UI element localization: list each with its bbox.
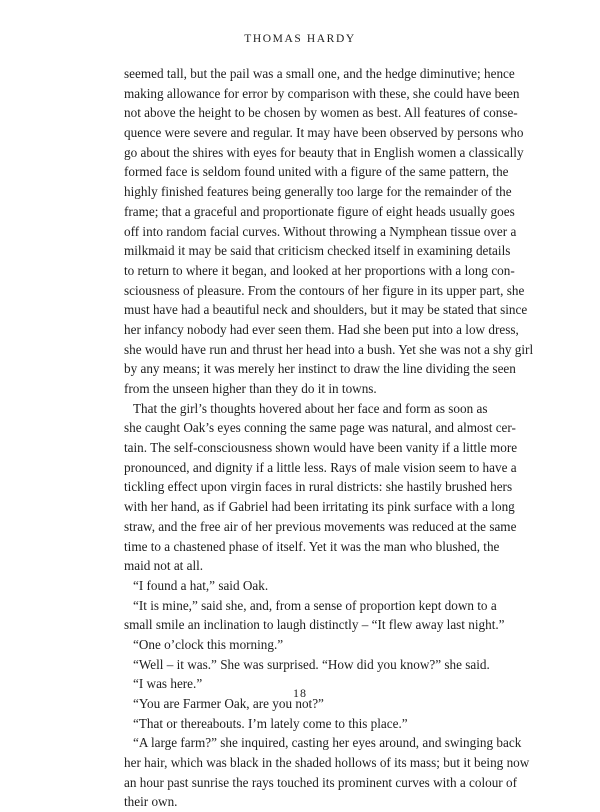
paragraph	[124, 655, 490, 675]
text-line: “You are Farmer Oak, are you not?”	[133, 696, 324, 711]
paragraph	[124, 635, 487, 655]
text-line: her infancy nobody had ever seen them. Had she been put into a low dress,	[124, 321, 519, 337]
text-line: off into random facial curves. Without throwing a Nymphean tissue over a	[124, 223, 517, 239]
text-line: she caught Oak’s eyes conning the same page was natural, and almost cer-	[124, 420, 516, 436]
text-line: That the girl’s thoughts hovered about her face and form as soon as	[133, 400, 488, 416]
text-line: maid not at all.	[124, 558, 204, 574]
text-line: tain. The self-consciousness shown would have been vanity if a little more	[124, 440, 518, 456]
page-number: 18	[293, 686, 307, 700]
text-line: “One o’clock this morning.”	[133, 636, 284, 652]
text-line: she would have run and thrust her head into a bush. Yet she was not a shy girl	[124, 341, 534, 357]
text-line: “I was here.”	[133, 676, 203, 692]
paragraph	[124, 714, 487, 734]
text-line: frame; that a graceful and proportionate figure of eight heads usually goes	[124, 203, 515, 219]
text-line: time to a chastened phase of itself. Yet it was the man who blushed, the	[124, 538, 500, 554]
running-head: THOMAS HARDY	[244, 33, 356, 45]
text-line: to return to where it began, and looked at her proportions with a long con-	[124, 262, 515, 278]
text-line: by any means; it was merely her instinct to draw the line dividing the seen	[124, 361, 516, 377]
text-line: straw, and the free air of her previous movements was reduced at the same	[124, 518, 517, 534]
text-line: making allowance for error by comparison with these, she could have been	[124, 85, 520, 101]
text-line: their own.	[124, 794, 178, 810]
text-line: not above the height to be chosen by women as best. All features of conse-	[124, 105, 518, 121]
text-line: small smile an inclination to laugh distinctly – “It flew away last night.”	[124, 617, 505, 633]
text-line: “It is mine,” said she, and, from a sense of proportion kept down to a	[133, 597, 497, 613]
text-line: seemed tall, but the pail was a small one, and the hedge diminutive; hence	[124, 66, 515, 81]
paragraph	[124, 733, 530, 812]
text-line: “Well – it was.” She was surprised. “How did you know?” she said.	[133, 656, 490, 672]
paragraph	[124, 399, 518, 576]
text-line: “I found a hat,” said Oak.	[133, 577, 269, 593]
text-line: from the unseen higher than they do it in towns.	[124, 381, 377, 396]
text-line: with her hand, as if Gabriel had been irritating its pink surface with a long	[124, 499, 515, 515]
text-line: pronounced, and dignity if a little less. Rays of male vision seem to have a	[124, 459, 517, 475]
text-line: formed face is seldom found united with a figure of the same pattern, the	[124, 164, 509, 180]
text-line: sciousness of pleasure. From the contours of her figure in its upper part, she	[124, 282, 525, 298]
text-line: “That or thereabouts. I’m lately come to this place.”	[133, 715, 408, 731]
paragraph	[124, 596, 505, 635]
text-line: “A large farm?” she inquired, casting her eyes around, and swinging back	[133, 735, 522, 751]
paragraph	[124, 64, 534, 399]
text-line: tickling effect upon virgin faces in rural districts: she hastily brushed hers	[124, 479, 513, 495]
text-line: highly finished features being generally too large for the remainder of the	[124, 184, 512, 200]
text-line: an hour past sunrise the rays touched its prominent curves with a colour of	[124, 774, 517, 790]
text-line: quence were severe and regular. It may have been observed by persons who	[124, 125, 524, 141]
text-line: milkmaid it may be said that criticism checked itself in examining details	[124, 243, 511, 259]
text-line: go about the shires with eyes for beauty that in English women a classically	[124, 144, 524, 160]
text-line: must have had a beautiful neck and shoulders, but it may be stated that since	[124, 302, 528, 318]
paragraph	[124, 576, 487, 596]
text-line: her hair, which was black in the shaded hollows of its mass; but it being now	[124, 755, 530, 771]
